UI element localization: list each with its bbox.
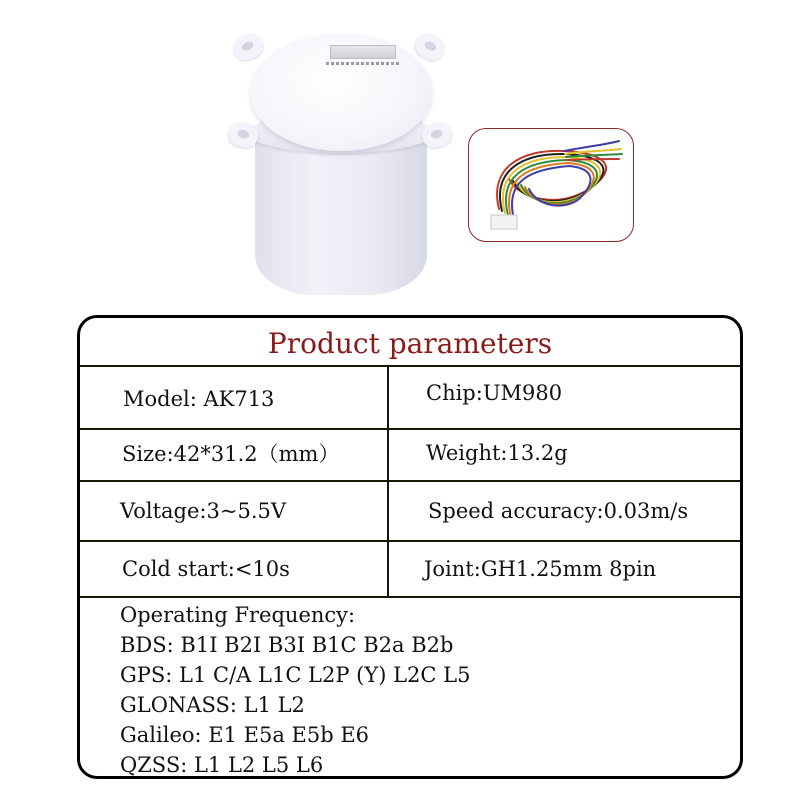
cable-image <box>469 129 635 243</box>
param-weight: Weight:13.2g <box>426 441 568 465</box>
params-title: Product parameters <box>80 318 740 367</box>
operating-frequency-block <box>120 600 730 779</box>
gnss-module-image <box>225 25 455 295</box>
param-speed-accuracy: Speed accuracy:0.03m/s <box>428 499 689 523</box>
frequency-galileo: Galileo: E1 E5a E5b E6 <box>120 723 370 747</box>
param-row <box>80 367 740 430</box>
module-lid <box>250 33 432 151</box>
param-voltage: Voltage:3~5.5V <box>120 499 287 523</box>
param-model: Model: AK713 <box>123 386 275 411</box>
product-parameters-table <box>77 315 743 779</box>
connector-icon <box>491 215 517 229</box>
param-row <box>80 430 740 482</box>
module-label-text <box>326 62 400 65</box>
param-cold-start: Cold start:<10s <box>122 557 290 581</box>
frequency-qzss: QZSS: L1 L2 L5 L6 <box>120 753 324 777</box>
param-row <box>80 482 740 542</box>
frequency-gps: GPS: L1 C/A L1C L2P (Y) L2C L5 <box>120 663 471 687</box>
param-joint: Joint:GH1.25mm 8pin <box>424 557 657 581</box>
mounting-ear-icon <box>229 30 266 64</box>
param-size: Size:42*31.2（mm） <box>122 442 340 466</box>
param-row <box>80 542 740 598</box>
frequency-glonass: GLONASS: L1 L2 <box>120 693 305 717</box>
param-chip: Chip:UM980 <box>426 381 563 405</box>
cable-inset <box>468 128 634 242</box>
frequency-bds: BDS: B1I B2I B3I B1C B2a B2b <box>120 633 454 657</box>
frequency-heading: Operating Frequency: <box>120 603 356 627</box>
module-label-plate <box>330 45 396 59</box>
